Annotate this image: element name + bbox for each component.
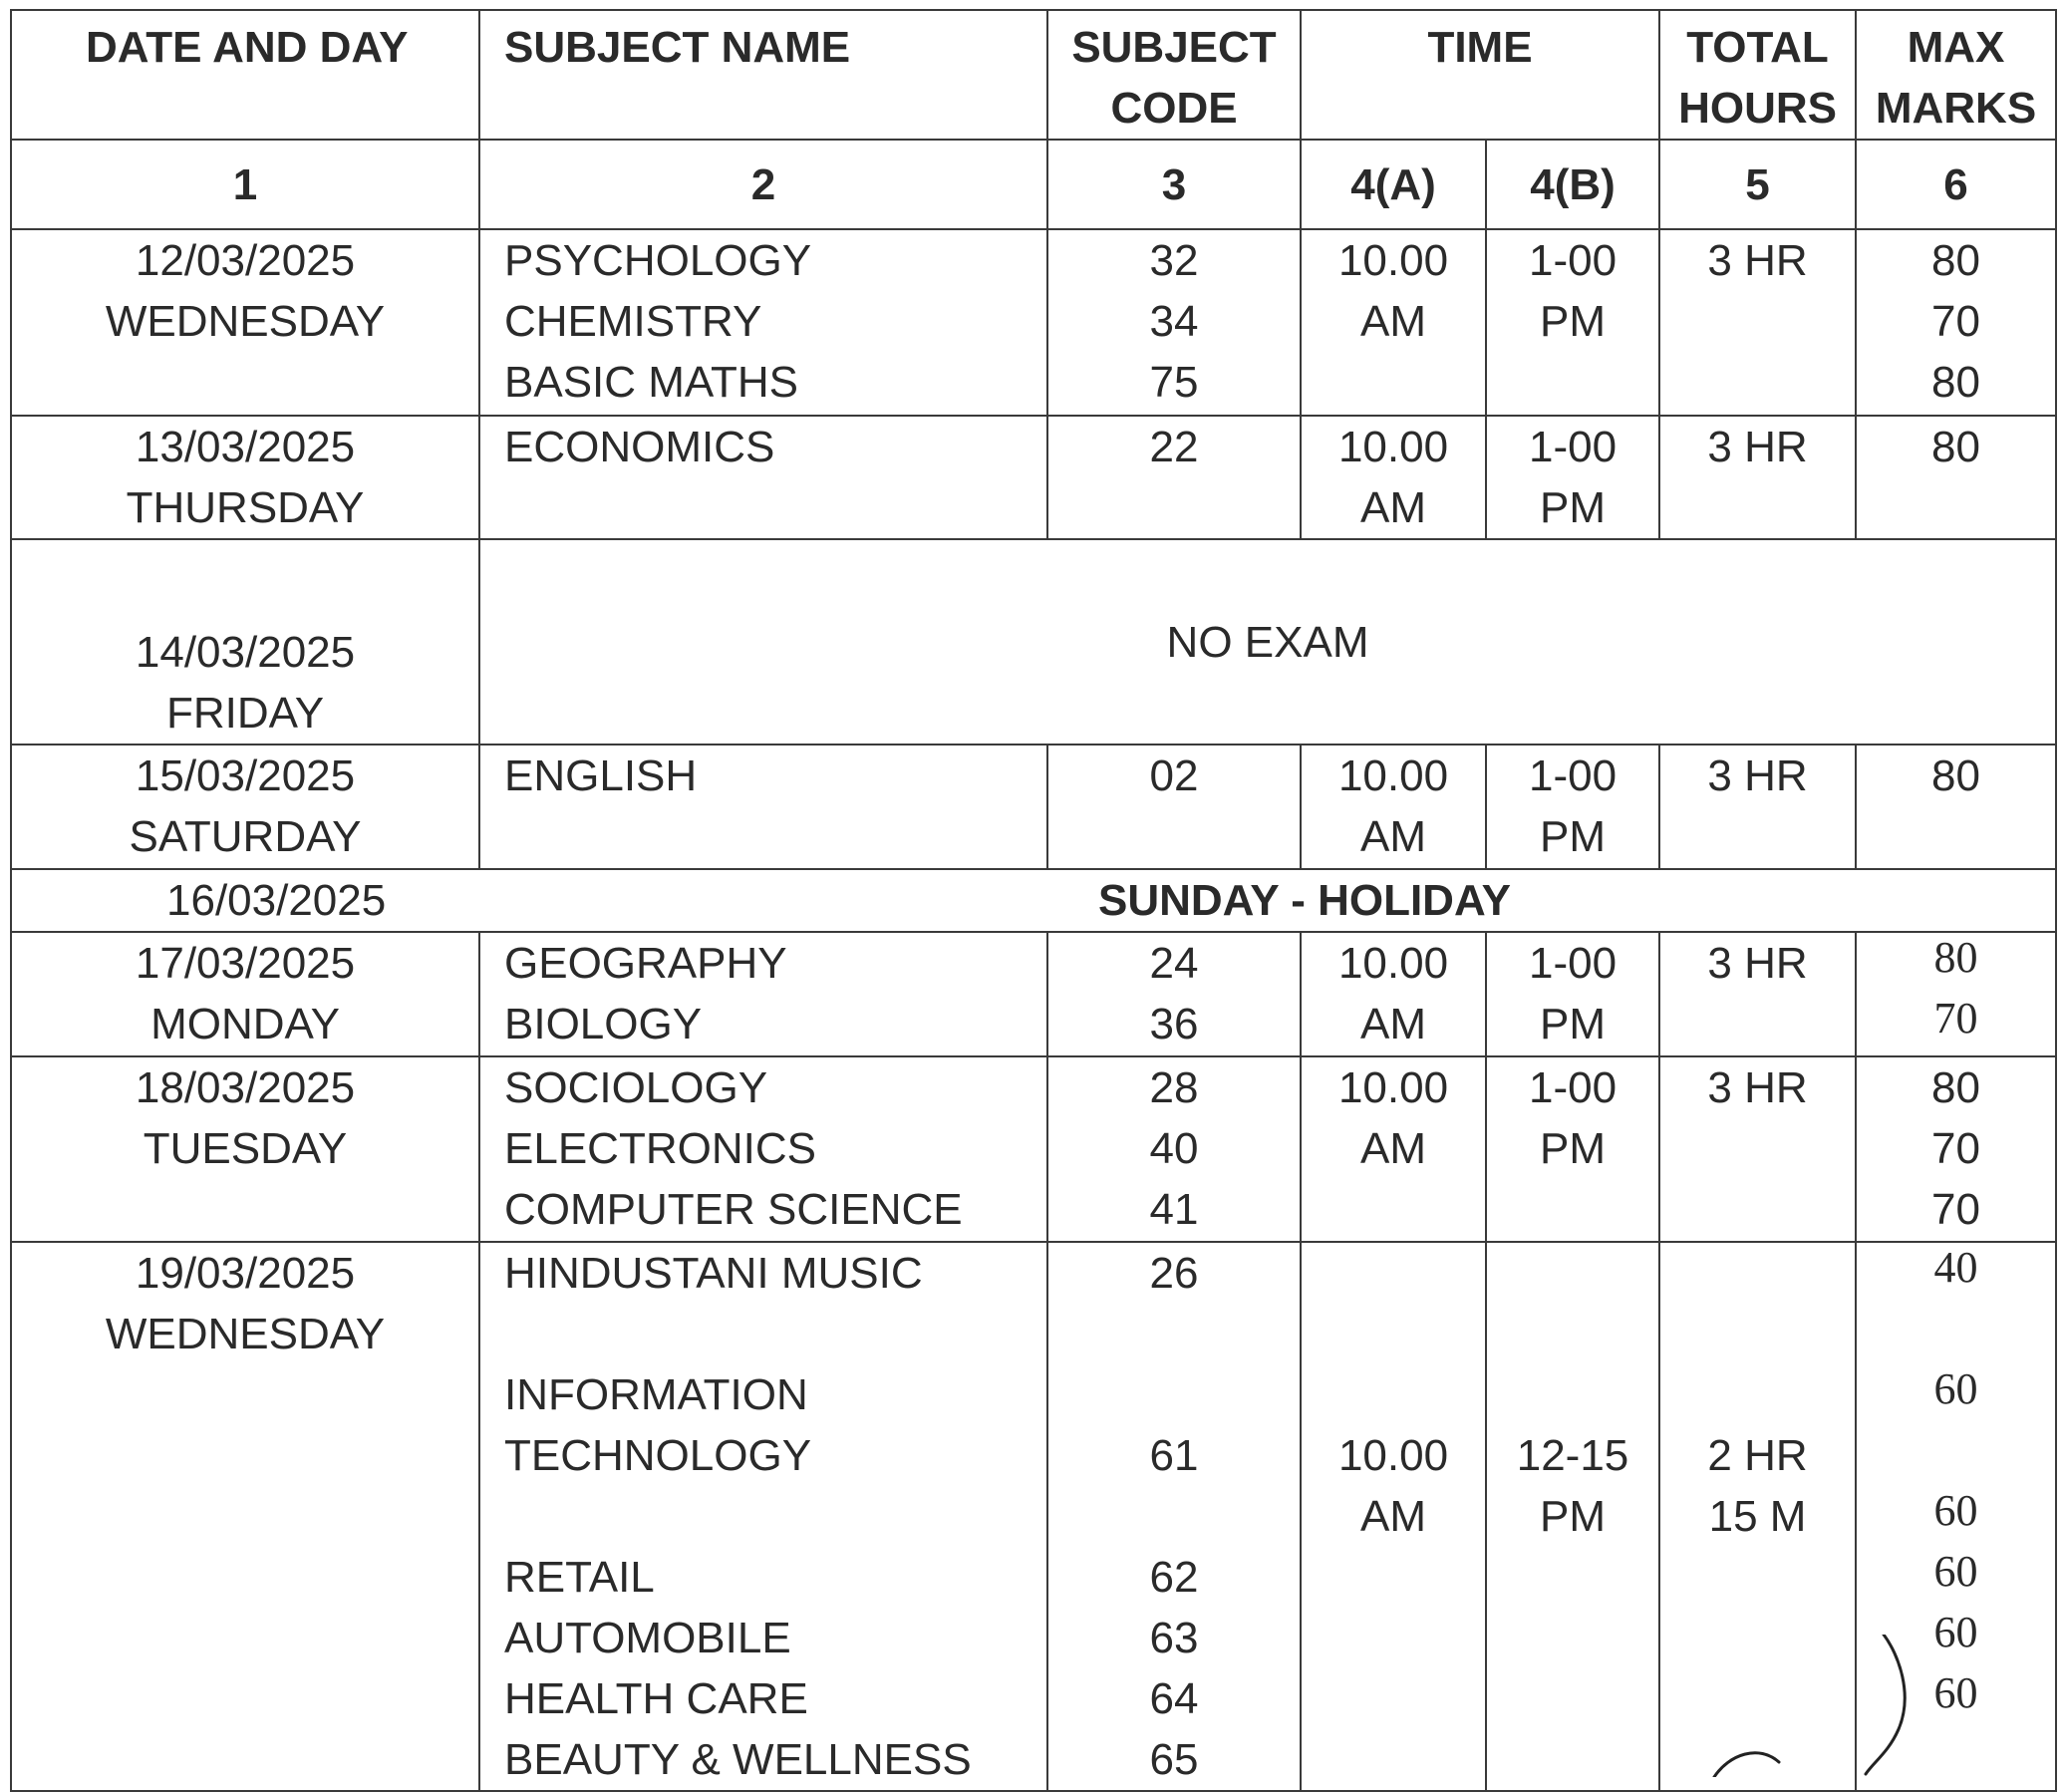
schedule-row (11, 539, 2056, 745)
max-marks: 80 (1931, 423, 1980, 471)
start-time-cell (1301, 932, 1486, 1056)
end-time-cell (1486, 745, 1659, 869)
start-time-cell (1301, 416, 1486, 539)
total-hours-cell (1659, 932, 1856, 1056)
start-period: AM (1360, 297, 1426, 346)
holiday-date: 16/03/2025 (166, 876, 387, 925)
spacer (1302, 1364, 1485, 1425)
end-time: 1-00 (1528, 1063, 1618, 1112)
max-marks: 80 (1931, 236, 1980, 285)
total-hours-cell (1659, 229, 1856, 416)
end-period: PM (1540, 483, 1606, 532)
total-hours: 3 HR (1707, 751, 1808, 800)
column-number: 5 (1659, 140, 1856, 229)
date-cell (11, 745, 479, 869)
subject-cell (479, 229, 1047, 416)
schedule-row (11, 932, 2056, 1056)
max-marks-header (1856, 10, 2056, 140)
end-period: PM (1540, 1492, 1606, 1541)
start-period: AM (1360, 1124, 1426, 1173)
end-time-cell (1486, 229, 1659, 416)
subject-code: 40 (1149, 1124, 1199, 1173)
column-number: 3 (1047, 140, 1301, 229)
max-marks: 70 (1931, 1185, 1980, 1234)
max-marks: 60 (1933, 1608, 1978, 1656)
end-period: PM (1540, 1124, 1606, 1173)
exam-day: THURSDAY (126, 483, 365, 532)
start-time-cell (1301, 1242, 1486, 1791)
start-time: 10.00 (1337, 751, 1449, 800)
total-hours-header (1659, 10, 1856, 140)
date-and-day-header: DATE AND DAY (11, 10, 479, 140)
max-marks: 80 (1931, 358, 1980, 407)
subject-name: ECONOMICS (504, 423, 775, 471)
exam-day: MONDAY (150, 1000, 340, 1048)
schedule-row (11, 416, 2056, 539)
max-marks: 60 (1933, 1364, 1978, 1413)
start-time: 10.00 (1337, 423, 1449, 471)
max-marks-cell (1856, 745, 2056, 869)
exam-day: TUESDAY (143, 1124, 348, 1173)
exam-date: 15/03/2025 (135, 751, 356, 800)
subject-name: PSYCHOLOGY (504, 236, 812, 285)
code-cell (1047, 1242, 1301, 1791)
end-period: PM (1540, 297, 1606, 346)
max-marks-cell (1856, 1056, 2056, 1242)
subject-code: 65 (1149, 1735, 1199, 1784)
column-number: 4(A) (1301, 140, 1486, 229)
exam-date: 14/03/2025 (135, 628, 356, 677)
spacer (1660, 1304, 1855, 1364)
signature-mark (1684, 1635, 1923, 1777)
subject-code: 36 (1149, 1000, 1199, 1048)
subject-code: 32 (1149, 236, 1199, 285)
exam-day: FRIDAY (165, 689, 325, 738)
date-cell (11, 416, 479, 539)
subject-cell (479, 745, 1047, 869)
spacer (1660, 1243, 1855, 1304)
max-marks: 60 (1933, 1547, 1978, 1596)
max-marks: 60 (1933, 1486, 1978, 1535)
subject-code: 28 (1149, 1063, 1199, 1112)
subject-code: 61 (1149, 1431, 1199, 1480)
subject-name: ELECTRONICS (504, 1124, 816, 1173)
start-time: 10.00 (1337, 1063, 1449, 1112)
end-time-cell (1486, 932, 1659, 1056)
start-time: 10.00 (1337, 236, 1449, 285)
holiday-label: SUNDAY - HOLIDAY (1098, 876, 1512, 925)
exam-day: WEDNESDAY (105, 1310, 386, 1358)
subject-code-header-line2: CODE (1110, 84, 1238, 133)
subject-name: CHEMISTRY (504, 297, 762, 346)
total-hours-header-line1: TOTAL (1686, 23, 1829, 72)
holiday-cell (11, 869, 2056, 932)
exam-date: 18/03/2025 (135, 1063, 356, 1112)
max-marks-cell (1856, 932, 2056, 1056)
end-time: 1-00 (1528, 751, 1618, 800)
subject-name: TECHNOLOGY (504, 1431, 812, 1480)
exam-date: 19/03/2025 (135, 1249, 356, 1298)
column-number: 4(B) (1486, 140, 1659, 229)
total-hours-header-line2: HOURS (1678, 84, 1837, 133)
spacer (1487, 1304, 1658, 1364)
subject-cell (479, 1056, 1047, 1242)
end-time: 1-00 (1528, 423, 1618, 471)
total-hours: 3 HR (1707, 236, 1808, 285)
total-hours: 2 HR (1707, 1431, 1808, 1480)
spacer (504, 1304, 1046, 1364)
header-row (11, 10, 2056, 140)
column-number: 6 (1856, 140, 2056, 229)
max-marks: 60 (1933, 1668, 1978, 1717)
subject-code: 63 (1149, 1614, 1199, 1662)
end-time-cell (1486, 1242, 1659, 1791)
subject-name: HEALTH CARE (504, 1674, 808, 1723)
total-hours: 3 HR (1707, 939, 1808, 988)
code-cell (1047, 1056, 1301, 1242)
max-marks-header-line2: MARKS (1875, 84, 2037, 133)
start-time-cell (1301, 745, 1486, 869)
subject-code: 75 (1149, 358, 1199, 407)
end-time: 1-00 (1528, 939, 1618, 988)
spacer (1302, 1243, 1485, 1304)
subject-name-header: SUBJECT NAME (479, 10, 1047, 140)
total-hours-cell (1659, 1056, 1856, 1242)
subject-cell (479, 1242, 1047, 1791)
subject-name: RETAIL (504, 1553, 655, 1602)
end-period: PM (1540, 812, 1606, 861)
code-cell (1047, 416, 1301, 539)
date-cell (11, 1242, 479, 1791)
total-hours: 15 M (1708, 1492, 1807, 1541)
spacer (1302, 1304, 1485, 1364)
schedule-row (11, 229, 2056, 416)
exam-timetable (10, 9, 2057, 1792)
code-cell (1047, 932, 1301, 1056)
spacer (1048, 1364, 1300, 1425)
spacer (1857, 1425, 2055, 1486)
subject-code: 41 (1149, 1185, 1199, 1234)
date-cell (11, 1056, 479, 1242)
subject-name: HINDUSTANI MUSIC (504, 1249, 923, 1298)
time-header: TIME (1301, 10, 1659, 140)
max-marks: 80 (1931, 751, 1980, 800)
holiday-row (11, 869, 2056, 932)
exam-date: 17/03/2025 (135, 939, 356, 988)
subject-cell (479, 416, 1047, 539)
spacer (1487, 1243, 1658, 1304)
spacer (1660, 1364, 1855, 1425)
date-cell (11, 932, 479, 1056)
total-hours: 3 HR (1707, 423, 1808, 471)
subject-name: BEAUTY & WELLNESS (504, 1735, 972, 1784)
code-cell (1047, 745, 1301, 869)
no-exam-label: NO EXAM (1166, 617, 1369, 667)
subject-code: 62 (1149, 1553, 1199, 1602)
spacer (1048, 1486, 1300, 1547)
max-marks: 80 (1931, 1063, 1980, 1112)
max-marks: 70 (1933, 994, 1978, 1043)
start-time: 10.00 (1337, 1431, 1449, 1480)
max-marks: 70 (1931, 1124, 1980, 1173)
subject-name: AUTOMOBILE (504, 1614, 791, 1662)
max-marks-header-line1: MAX (1907, 23, 2005, 72)
column-number-row (11, 140, 2056, 229)
subject-code: 34 (1149, 297, 1199, 346)
max-marks-cell (1856, 416, 2056, 539)
start-period: AM (1360, 483, 1426, 532)
total-hours: 3 HR (1707, 1063, 1808, 1112)
date-cell (11, 229, 479, 416)
end-time: 12-15 (1516, 1431, 1629, 1480)
column-number: 1 (11, 140, 479, 229)
end-time-cell (1486, 1056, 1659, 1242)
end-time-cell (1486, 416, 1659, 539)
max-marks: 70 (1931, 297, 1980, 346)
end-period: PM (1540, 1000, 1606, 1048)
schedule-row (11, 1056, 2056, 1242)
subject-name: ENGLISH (504, 751, 698, 800)
subject-code-header (1047, 10, 1301, 140)
spacer (1857, 1304, 2055, 1364)
total-hours-cell (1659, 416, 1856, 539)
subject-code-header-line1: SUBJECT (1071, 23, 1277, 72)
subject-name: GEOGRAPHY (504, 939, 787, 988)
subject-name: SOCIOLOGY (504, 1063, 768, 1112)
max-marks: 40 (1933, 1243, 1978, 1292)
spacer (504, 1486, 1046, 1547)
subject-code: 64 (1149, 1674, 1199, 1723)
end-time: 1-00 (1528, 236, 1618, 285)
subject-code: 02 (1149, 751, 1199, 800)
start-time-cell (1301, 1056, 1486, 1242)
subject-code: 24 (1149, 939, 1199, 988)
date-cell (11, 539, 479, 745)
exam-date: 13/03/2025 (135, 423, 356, 471)
spacer (1487, 1364, 1658, 1425)
spacer (1048, 1304, 1300, 1364)
start-time-cell (1301, 229, 1486, 416)
start-period: AM (1360, 812, 1426, 861)
start-period: AM (1360, 1000, 1426, 1048)
subject-name: BIOLOGY (504, 1000, 703, 1048)
start-period: AM (1360, 1492, 1426, 1541)
subject-name: INFORMATION (504, 1370, 808, 1419)
subject-cell (479, 932, 1047, 1056)
exam-date: 12/03/2025 (135, 236, 356, 285)
max-marks-cell (1856, 229, 2056, 416)
subject-code: 22 (1149, 423, 1199, 471)
subject-name: COMPUTER SCIENCE (504, 1185, 963, 1234)
max-marks: 80 (1933, 933, 1978, 982)
exam-day: SATURDAY (129, 812, 362, 861)
code-cell (1047, 229, 1301, 416)
subject-code: 26 (1149, 1249, 1199, 1298)
schedule-row (11, 745, 2056, 869)
start-time: 10.00 (1337, 939, 1449, 988)
subject-name: BASIC MATHS (504, 358, 799, 407)
total-hours-cell (1659, 745, 1856, 869)
exam-day: WEDNESDAY (105, 297, 386, 346)
column-number: 2 (479, 140, 1047, 229)
no-exam-cell (479, 539, 2056, 745)
